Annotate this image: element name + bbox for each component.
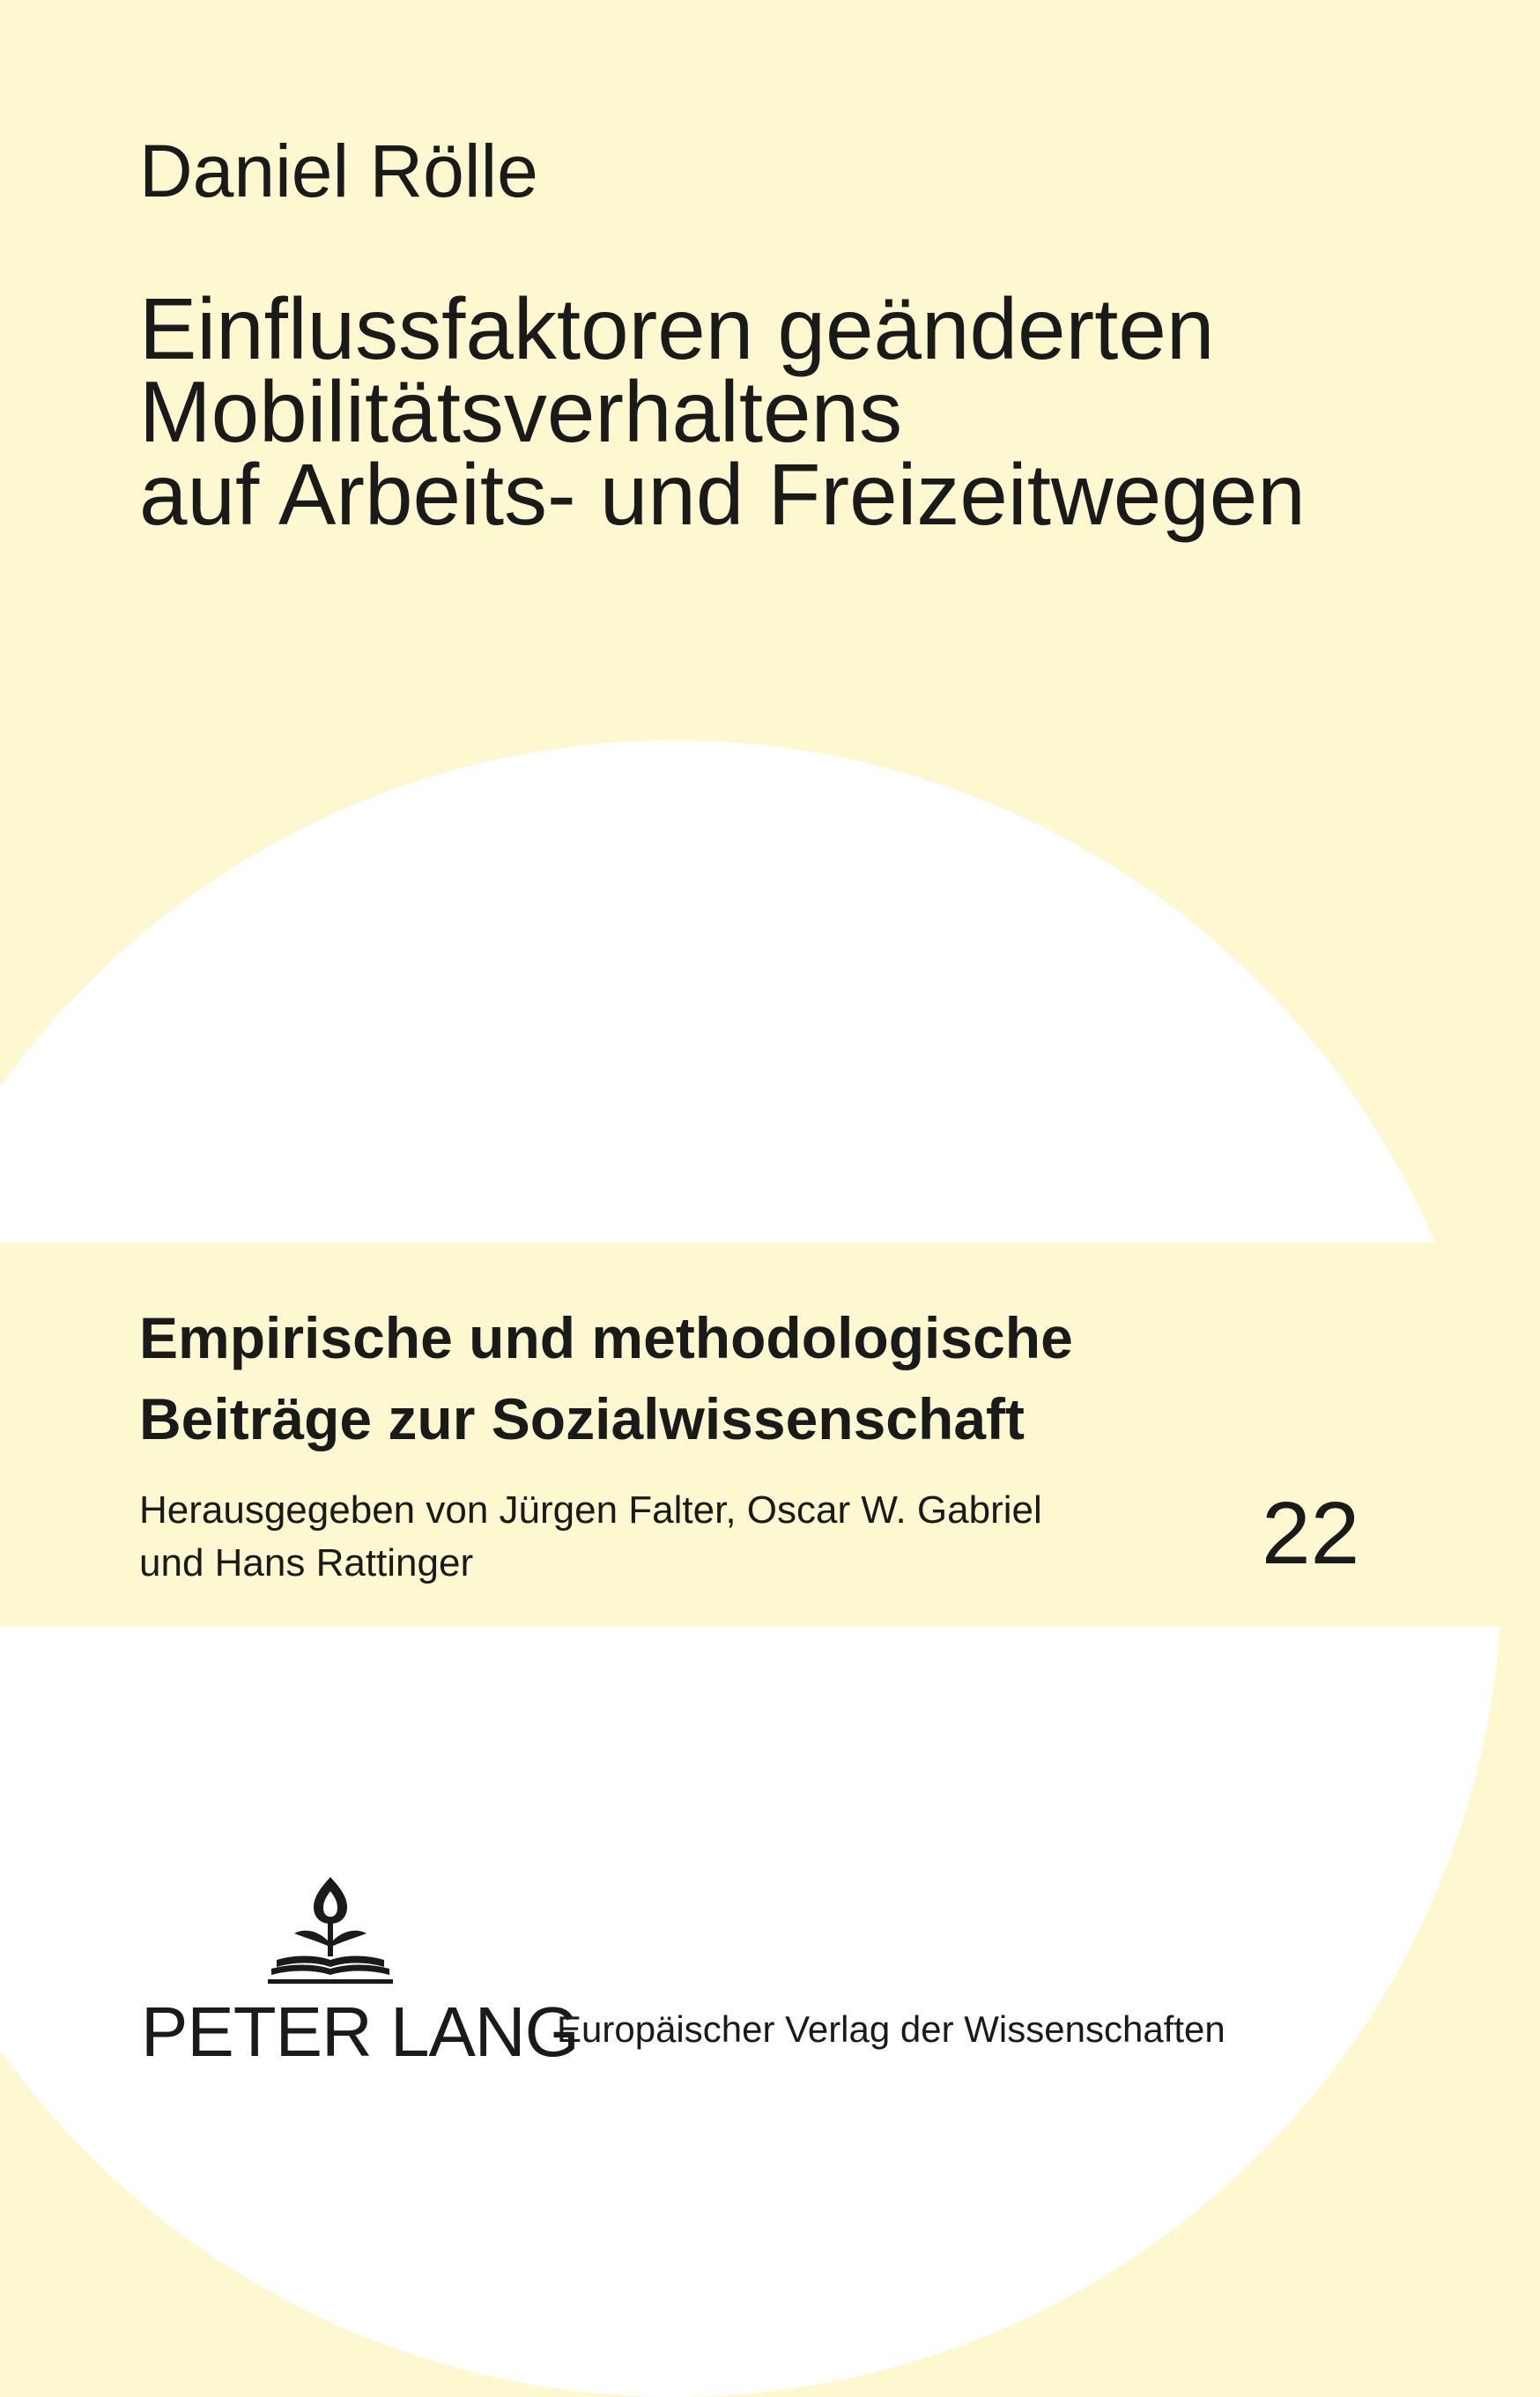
book-title-line: auf Arbeits- und Freizeitwegen	[139, 446, 1306, 543]
volume-number: 22	[1262, 1484, 1360, 1583]
publisher-tagline: Europäischer Verlag der Wissenschaften	[557, 2008, 1225, 2050]
publisher-name: PETER LANG	[141, 1993, 579, 2071]
book-title	[139, 280, 1306, 543]
editors-line: und Hans Rattinger	[139, 1541, 474, 1584]
series-title-line: Beiträge zur Sozialwissenschaft	[139, 1386, 1025, 1451]
series-editors	[139, 1484, 1042, 1590]
peter-lang-tree-book-icon	[264, 1875, 396, 1990]
book-title-line: Mobilitätsverhaltens	[139, 363, 903, 460]
author-name: Daniel Rölle	[139, 130, 538, 212]
series-title-line: Empirische und methodologische	[139, 1305, 1073, 1370]
editors-line: Herausgegeben von Jürgen Falter, Oscar W. Gabriel	[139, 1488, 1042, 1532]
book-title-line: Einflussfaktoren geänderten	[139, 280, 1215, 377]
series-title	[139, 1297, 1073, 1459]
